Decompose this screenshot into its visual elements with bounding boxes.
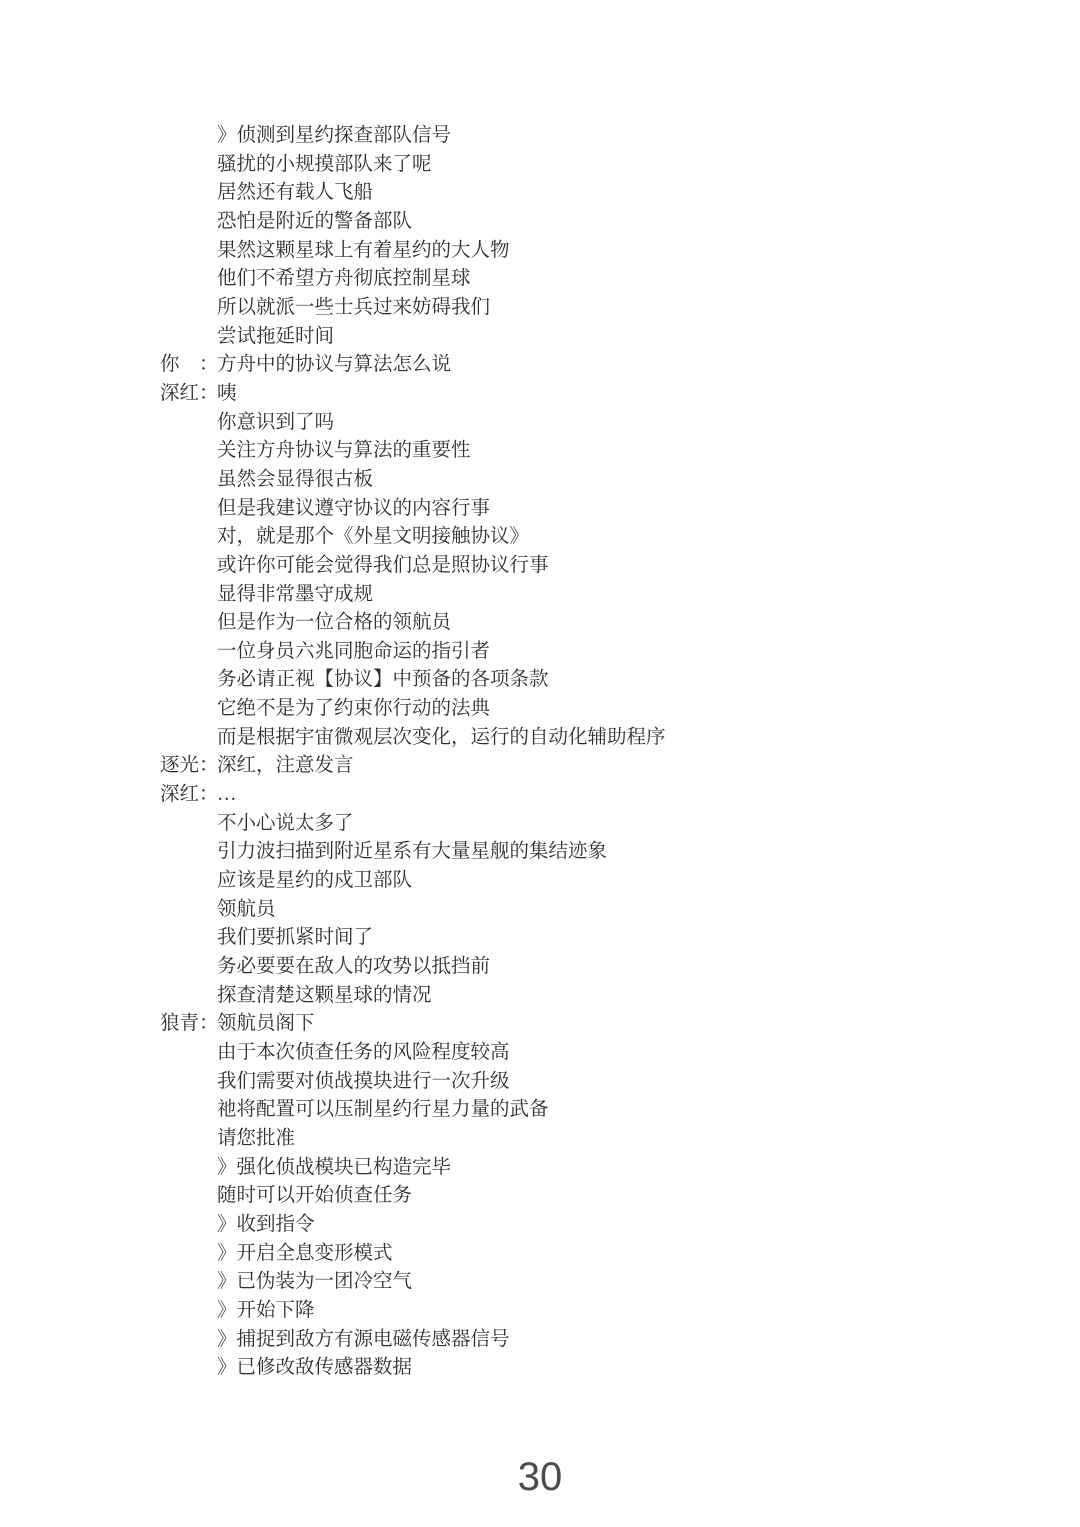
speaker-label: 逐光： xyxy=(160,755,219,777)
page-number: 30 xyxy=(517,1455,563,1499)
dialogue-line xyxy=(160,1125,1040,1154)
dialogue-text: 显得非常墨守成规 xyxy=(217,583,374,605)
dialogue-line xyxy=(160,867,1040,896)
dialogue-line xyxy=(160,752,1040,781)
dialogue-text: 应该是星约的戍卫部队 xyxy=(217,870,413,892)
speaker-label: 深红： xyxy=(160,784,219,806)
dialogue-text: 居然还有载人飞船 xyxy=(217,182,374,204)
dialogue-line xyxy=(160,122,1040,151)
dialogue-line xyxy=(160,265,1040,294)
dialogue-line xyxy=(160,838,1040,867)
dialogue-text: 》侦测到星约探查部队信号 xyxy=(217,125,452,146)
dialogue-text: 方舟中的协议与算法怎么说 xyxy=(217,354,452,376)
dialogue-text: 但是我建议遵守协议的内容行事 xyxy=(217,497,491,519)
dialogue-line xyxy=(160,924,1040,953)
dialogue-text: … xyxy=(217,784,237,806)
dialogue-text: 不小心说太多了 xyxy=(217,812,354,834)
dialogue-line xyxy=(160,437,1040,466)
dialogue-text: 务必请正视【协议】中预备的各项条款 xyxy=(217,669,549,691)
dialogue-line xyxy=(160,1354,1040,1383)
dialogue-text: 或许你可能会觉得我们总是照协议行事 xyxy=(217,554,549,576)
dialogue-text: 你意识到了吗 xyxy=(217,411,335,433)
dialogue-text: 我们要抓紧时间了 xyxy=(217,927,374,949)
dialogue-line xyxy=(160,1182,1040,1211)
dialogue-line xyxy=(160,466,1040,495)
dialogue-line xyxy=(160,953,1040,982)
dialogue-line xyxy=(160,1068,1040,1097)
dialogue-text: 务必要要在敌人的攻势以抵挡前 xyxy=(217,956,491,978)
dialogue-text: 咦 xyxy=(217,382,237,404)
dialogue-text: 恐怕是附近的警备部队 xyxy=(217,210,413,232)
dialogue-line xyxy=(160,323,1040,352)
dialogue-text: 虽然会显得很古板 xyxy=(217,468,374,490)
dialogue-line xyxy=(160,1096,1040,1125)
dialogue-line xyxy=(160,409,1040,438)
speaker-label: 你 ： xyxy=(160,354,219,376)
dialogue-text: 探查清楚这颗星球的情况 xyxy=(217,984,432,1006)
dialogue-text: 他们不希望方舟彻底控制星球 xyxy=(217,268,471,290)
dialogue-line xyxy=(160,1240,1040,1269)
dialogue-text: 关注方舟协议与算法的重要性 xyxy=(217,440,471,462)
dialogue-text: 骚扰的小规摸部队来了呢 xyxy=(217,153,432,175)
dialogue-text: 随时可以开始侦查任务 xyxy=(217,1185,413,1207)
dialogue-line xyxy=(160,1154,1040,1183)
dialogue-line xyxy=(160,495,1040,524)
dialogue-text: 我们需要对侦战摸块进行一次升级 xyxy=(217,1070,510,1092)
dialogue-text: 》开始下降 xyxy=(217,1299,315,1321)
dialogue-line xyxy=(160,380,1040,409)
dialogue-line xyxy=(160,1039,1040,1068)
dialogue-line xyxy=(160,609,1040,638)
dialogue-line xyxy=(160,1297,1040,1326)
dialogue-line xyxy=(160,351,1040,380)
dialogue-line xyxy=(160,552,1040,581)
dialogue-text: 领航员阁下 xyxy=(217,1013,315,1035)
dialogue-line xyxy=(160,1326,1040,1355)
dialogue-line xyxy=(160,151,1040,180)
dialogue-line xyxy=(160,1211,1040,1240)
dialogue-line xyxy=(160,810,1040,839)
dialogue-text: 祂将配置可以压制星约行星力量的武备 xyxy=(217,1099,549,1121)
dialogue-line xyxy=(160,896,1040,925)
dialogue-line xyxy=(160,208,1040,237)
dialogue-line xyxy=(160,294,1040,323)
dialogue-text: 所以就派一些士兵过来妨碍我们 xyxy=(217,296,491,318)
dialogue-line xyxy=(160,781,1040,810)
dialogue-text: 》已伪装为一团冷空气 xyxy=(217,1271,413,1293)
dialogue-text: 果然这颗星球上有着星约的大人物 xyxy=(217,239,510,261)
dialogue-line xyxy=(160,982,1040,1011)
dialogue-line xyxy=(160,695,1040,724)
dialogue-text: 请您批准 xyxy=(217,1127,296,1149)
dialogue-text: 而是根据宇宙微观层次变化，运行的自动化辅助程序 xyxy=(217,726,666,748)
dialogue-text: 一位身员六兆同胞命运的指引者 xyxy=(217,640,491,662)
dialogue-text: 》捕捉到敌方有源电磁传感器信号 xyxy=(217,1328,510,1350)
dialogue-text: 由于本次侦查任务的风险程度较高 xyxy=(217,1042,510,1063)
dialogue-line xyxy=(160,581,1040,610)
speaker-label: 狼青： xyxy=(160,1013,219,1035)
dialogue-text: 它绝不是为了约束你行动的法典 xyxy=(217,698,491,720)
dialogue-text: 领航员 xyxy=(217,898,276,920)
dialogue-text: 》强化侦战模块已构造完毕 xyxy=(217,1156,452,1178)
dialogue-line xyxy=(160,523,1040,552)
dialogue-transcript xyxy=(160,122,1040,1383)
dialogue-line xyxy=(160,179,1040,208)
speaker-label: 深红： xyxy=(160,382,219,404)
dialogue-line xyxy=(160,1268,1040,1297)
dialogue-line xyxy=(160,237,1040,266)
dialogue-line xyxy=(160,1010,1040,1039)
dialogue-text: 》开启全息变形模式 xyxy=(217,1242,393,1264)
dialogue-text: 但是作为一位合格的领航员 xyxy=(217,612,452,634)
dialogue-text: 》已修改敌传感器数据 xyxy=(217,1357,413,1379)
dialogue-text: 尝试拖延时间 xyxy=(217,325,335,347)
dialogue-line xyxy=(160,724,1040,753)
dialogue-text: 深红，注意发言 xyxy=(217,755,354,777)
dialogue-line xyxy=(160,638,1040,667)
dialogue-text: 对，就是那个《外星文明接触协议》 xyxy=(217,526,530,548)
dialogue-text: 引力波扫描到附近星系有大量星舰的集结迹象 xyxy=(217,841,608,863)
dialogue-text: 》收到指令 xyxy=(217,1213,315,1235)
dialogue-line xyxy=(160,666,1040,695)
